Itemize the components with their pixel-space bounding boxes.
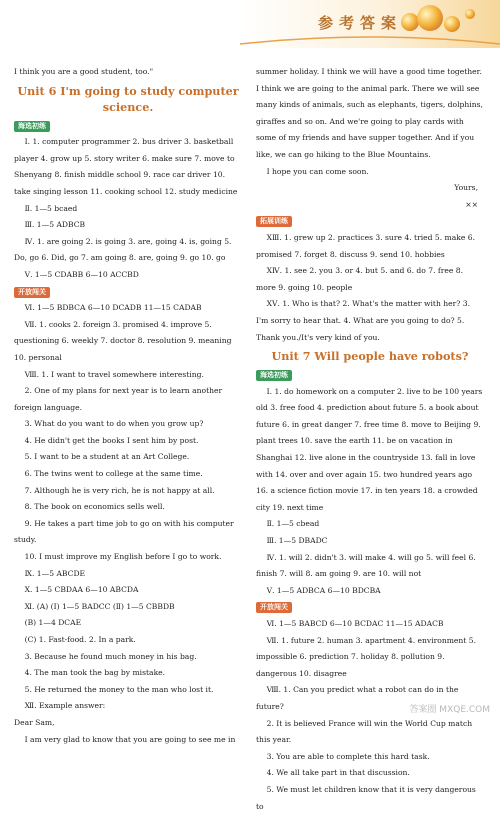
answer-line: (C) 1. Fast-food. 2. In a park. [24,635,136,644]
answer-line: Ⅴ. 1—5 ADBCA 6—10 BDCBA [266,585,381,595]
section-tag: 开放闯关 [256,602,292,613]
answer-line: ⅩⅢ. 1. grew up 2. practices 3. sure 4. tried 5. make 6. promised 7. forget 8. discuss 9. send 10. hobbies [256,232,476,259]
answer-line: 9. He takes a part time job to go on with his computer study. [14,518,234,545]
signature-line: ×× [465,199,478,209]
signature-line: Yours, [454,183,478,193]
text-line: I think you are a good student, too." [14,67,154,76]
answer-line: Ⅴ. 1—5 CDABB 6—10 ACCBD [24,269,139,279]
text-line: Dear Sam, [14,717,55,727]
answer-line: Ⅳ. 1. will 2. didn't 3. will make 4. will go 5. will feel 6. finish 7. will 8. am going 9. are 10. will not [256,552,476,579]
unit-heading: Unit 7 Will people have robots? [271,349,469,364]
answer-line: I hope you can come soon. [266,166,369,176]
answer-line: Ⅵ. 1—5 BABCD 6—10 BCDAC 11—15 ADACB [266,619,444,628]
section-tag: 海选初练 [14,121,50,132]
page-title: 参考答案 [318,14,403,32]
answer-line: Ⅱ. 1—5 bcaed [24,203,78,213]
answer-line: Ⅰ. 1. computer programmer 2. bus driver 3. basketball player 4. grow up 5. story writer 6. make sure 7. move to Shenyang 8. finish middle school 9. race car driver 10. take singing lesson 11. cooking school 12. study medicine [14,137,238,196]
answer-line: ⅩⅤ. 1. Who is that? 2. What's the matter with her? 3. I'm sorry to hear that. 4. What are you going to do? 5. Thank you./It's very kind of you. [256,299,471,342]
answer-line: Ⅹ. 1—5 CBDAA 6—10 ABCDA [24,585,139,595]
answer-line: Ⅻ. Example answer: [24,701,106,711]
answer-line: 10. I must improve my English before I go to work. [24,552,222,562]
answer-line: 2. One of my plans for next year is to learn another foreign language. [14,386,223,412]
answer-line: 7. Although he is very rich, he is not happy at all. [24,485,215,495]
answer-line: Ⅰ. 1. do homework on a computer 2. live to be 100 years old 3. free food 4. prediction about future 5. a book about future 6. in great danger 7. free time 8. move to Beijing 9. plant trees 10. save the earth 11. be on vacation in Shanghai 12. live alone in the countryside 13. fall in love with 14. over and over again 15. two hundred years ago 16. a science fiction movie 17. in ten years 18. a crowded city 19. next time [256,386,483,512]
answer-line: 4. He didn't get the books I sent him by post. [24,435,199,445]
watermark-logo: 答案圈 MXQE.COM [409,705,490,715]
answer-line: 4. The man took the bag by mistake. [24,668,166,678]
unit-heading: Unit 6 I'm going to study computer science. [17,83,239,114]
answer-line: 5. We must let children know that it is very dangerous to [256,784,476,811]
answer-line: Ⅶ. 1. cooks 2. foreign 3. promised 4. improve 5. questioning 6. weekly 7. doctor 8. resolution 9. meaning 10. personal [14,319,232,362]
section-tag: 海选初练 [256,370,292,381]
answer-line: Ⅷ. 1. Can you predict what a robot can do in the future? [256,685,459,711]
answer-line: 8. The book on economics sells well. [24,502,165,512]
answer-line: 5. He returned the money to the man who lost it. [24,684,214,694]
answer-line: 3. What do you want to do when you grow up? [24,419,204,429]
answer-line: Ⅱ. 1—5 cbead [266,519,320,529]
answer-line: 3. Because he found much money in his bag. [24,651,197,661]
answer-line: Ⅳ. 1. are going 2. is going 3. are, going 4. is, going 5. Do, go 6. Did, go 7. am going 8. are, going 9. go 10. go [14,236,232,263]
answer-line: (B) 1—4 DCAE [24,618,82,628]
answer-line: Ⅶ. 1. future 2. human 3. apartment 4. environment 5. impossible 6. prediction 7. holiday 8. pollution 9. dangerous 10. disagree [256,635,477,678]
answer-line: Ⅲ. 1—5 ADBCB [24,220,86,230]
section-tag: 开放闯关 [14,287,50,298]
answer-line: Ⅲ. 1—5 DBADC [266,536,328,546]
answer-line: Ⅺ. (A) (Ⅰ) 1—5 BADCC (Ⅱ) 1—5 CBBDB [24,601,175,611]
answer-line: Ⅷ. 1. I want to travel somewhere interesting. [24,369,204,379]
answer-line: 2. It is believed France will win the World Cup match this year. [256,718,473,745]
answer-line: 4. We all take part in that discussion. [266,768,410,778]
answer-line: 5. I want to be a student at an Art College. [24,452,190,462]
answer-line: ⅩⅣ. 1. see 2. you 3. or 4. but 5. and 6. do 7. free 8. more 9. going 10. people [256,266,463,292]
answer-line: 6. The twins went to college at the same time. [24,469,203,479]
left-column [14,64,242,748]
answer-line: I am very glad to know that you are going to see me in [24,734,236,744]
header-banner [0,0,500,56]
answer-line: 3. You are able to complete this hard task. [266,751,430,761]
answer-line: Ⅵ. 1—5 BDBCA 6—10 DCADB 11—15 CADAB [24,303,202,313]
section-tag: 拓展训练 [256,216,292,227]
text-line: summer holiday. I think we will have a good time together. I think we are going to the animal park. There we will see many kinds of animals, such as elephants, tigers, dolphins, giraffes and so on. And we're going to play cards with some of my friends and have supper together. And if you like, we can go hiking to the Blue Mountains. [256,67,483,159]
answer-line: Ⅸ. 1—5 ABCDE [24,568,86,578]
